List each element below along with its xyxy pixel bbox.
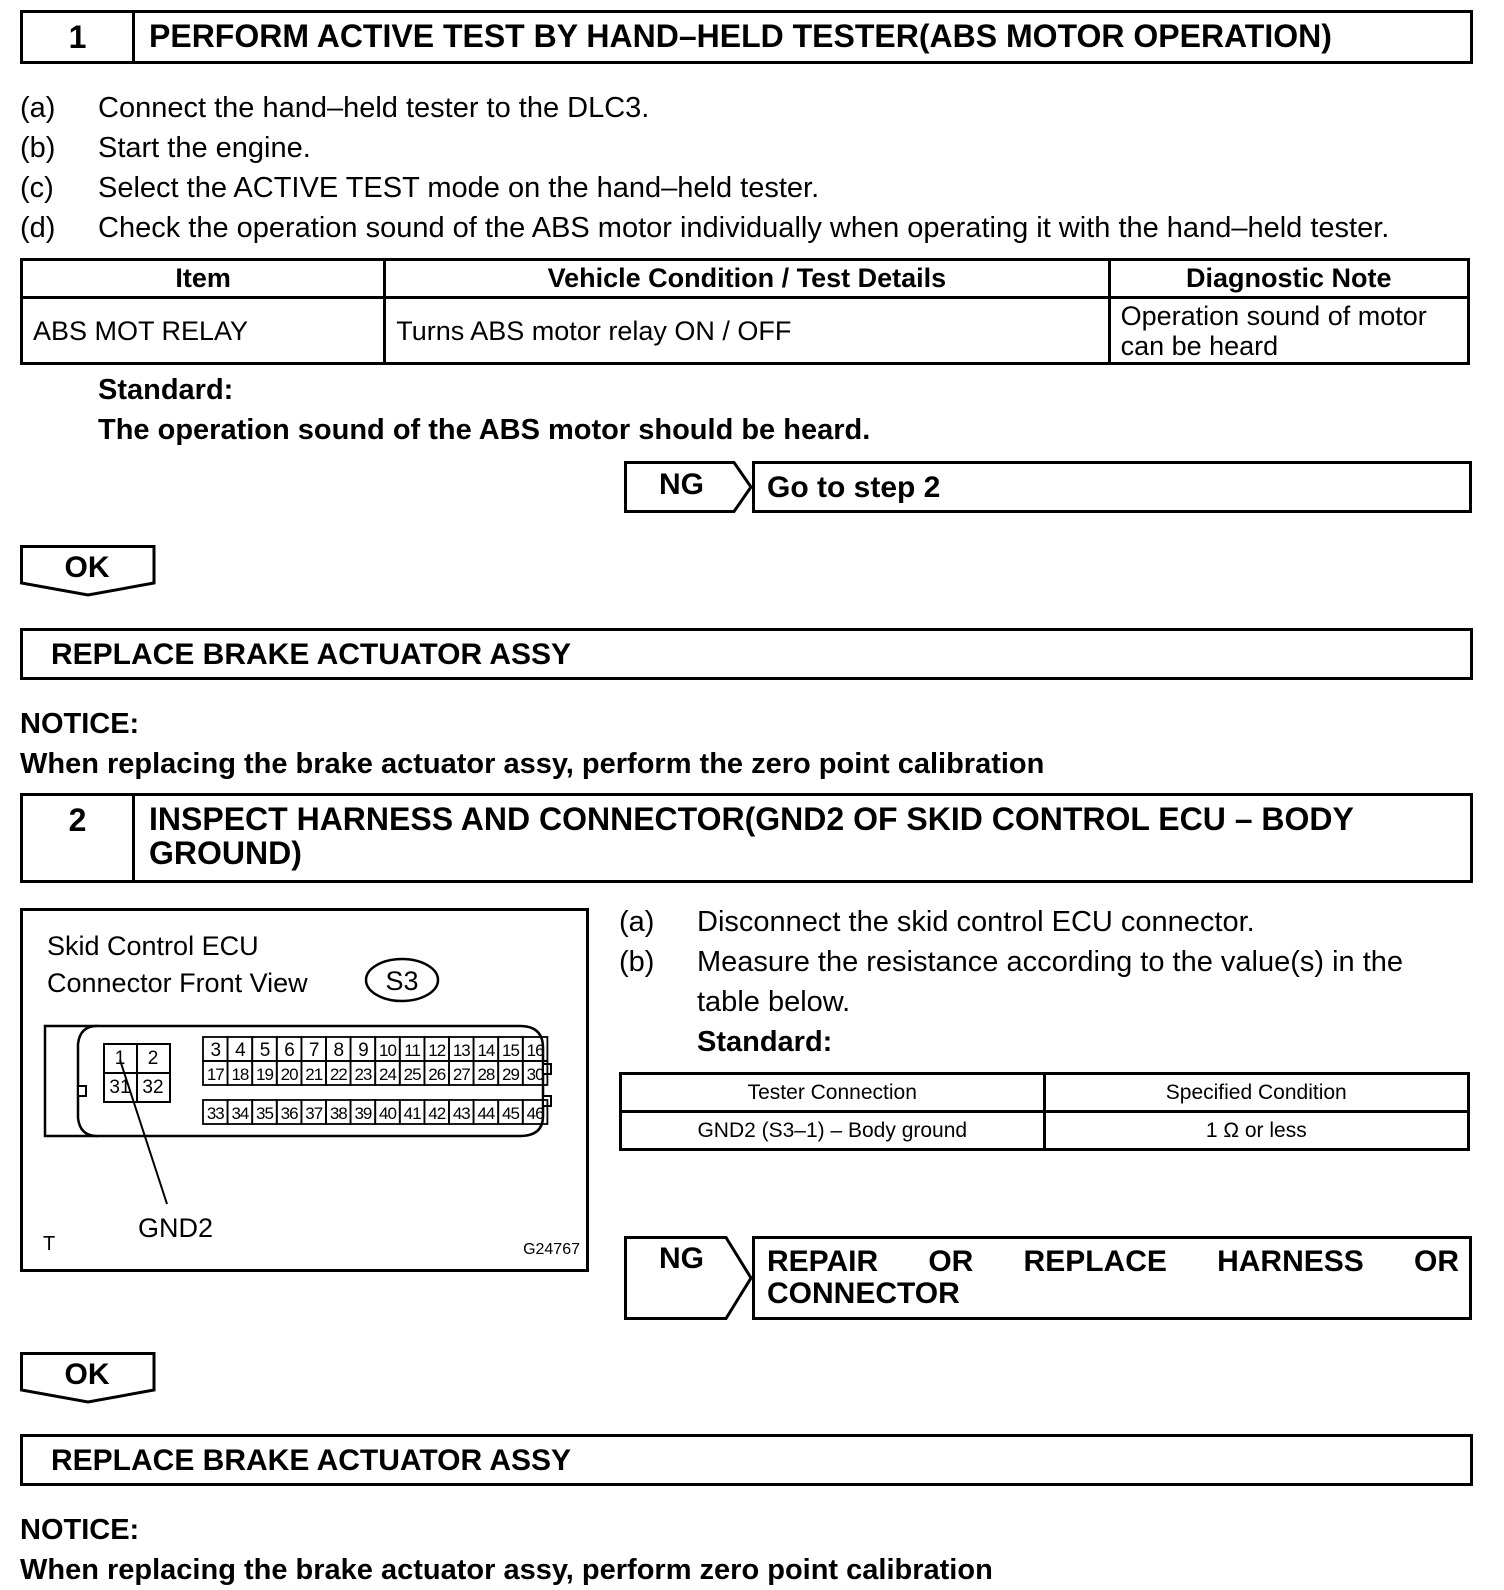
item-label: (d) [20, 212, 56, 244]
connector-pin: 30 [526, 1065, 544, 1084]
result-text: REPLACE BRAKE ACTUATOR ASSY [51, 638, 572, 671]
connector-pin: 33 [206, 1104, 224, 1123]
connector-pin: 6 [284, 1040, 294, 1061]
step2-title: INSPECT HARNESS AND CONNECTOR(GND2 OF SKID CONTROL ECU – BODY GROUND) [149, 801, 1354, 871]
table-row [621, 1112, 1469, 1150]
table-header: Tester Connection [621, 1074, 1045, 1112]
notice-text: When replacing the brake actuator assy, perform zero point calibration [20, 1554, 993, 1586]
connector-pin: 13 [452, 1041, 470, 1060]
table-cell: GND2 (S3–1) – Body ground [621, 1112, 1045, 1150]
connector-id: S3 [385, 966, 419, 996]
ok-label: OK [64, 551, 110, 584]
connector-pin: 38 [329, 1104, 347, 1123]
standard-text: The operation sound of the ABS motor should be heard. [98, 414, 871, 446]
connector-pin: 16 [526, 1041, 544, 1060]
connector-pin: 10 [379, 1041, 396, 1060]
step1-header [20, 10, 1473, 64]
table-row [22, 298, 1469, 364]
table-header: Specified Condition [1044, 1074, 1468, 1112]
ng-branch [624, 461, 754, 513]
connector-pin: 32 [142, 1077, 164, 1098]
item-label: (b) [619, 946, 655, 978]
item-text: Measure the resistance according to the value(s) in the [697, 946, 1404, 978]
connector-pin: 23 [354, 1065, 372, 1084]
gnd2-pointer-label: GND2 [138, 1213, 214, 1243]
connector-pin: 22 [329, 1065, 347, 1084]
standard-label: Standard: [98, 374, 234, 406]
connector-pin: 27 [452, 1065, 470, 1084]
connector-pin: 29 [502, 1065, 519, 1084]
step2-number: 2 [23, 796, 135, 880]
ng-label: NG [659, 1242, 704, 1275]
ok-branch [20, 1352, 154, 1404]
item-text: table below. [697, 986, 851, 1018]
ng-target-text-line1: REPAIR OR REPLACE HARNESS OR [767, 1245, 1459, 1278]
connector-drawing [20, 908, 589, 1272]
connector-pin: 35 [256, 1104, 273, 1123]
ng-target-box [752, 461, 1472, 513]
connector-pin: 26 [428, 1065, 446, 1084]
connector-pin: 28 [477, 1065, 495, 1084]
notice-label: NOTICE: [20, 708, 140, 740]
connector-pin: 15 [502, 1041, 519, 1060]
connector-pin: 41 [403, 1104, 421, 1123]
table-cell: 1 Ω or less [1044, 1112, 1468, 1150]
ng-label: NG [659, 468, 704, 501]
connector-pin: 4 [235, 1040, 245, 1061]
connector-pin: 34 [231, 1104, 249, 1123]
standard-label: Standard: [697, 1026, 833, 1058]
figure-id: G24767 [523, 1241, 580, 1258]
resistance-table [619, 1072, 1470, 1151]
connector-pin: 31 [109, 1077, 131, 1098]
connector-pin: 1 [114, 1048, 126, 1069]
result-text: REPLACE BRAKE ACTUATOR ASSY [51, 1444, 572, 1477]
step1-title: PERFORM ACTIVE TEST BY HAND–HELD TESTER(ABS MOTOR OPERATION) [149, 18, 1332, 54]
connector-pin: 40 [379, 1104, 396, 1123]
connector-figure [20, 908, 589, 1272]
figure-caption-line2: Connector Front View [47, 968, 308, 998]
connector-pin: 2 [147, 1048, 159, 1069]
connector-pin: 8 [333, 1040, 344, 1061]
connector-pin: 25 [403, 1065, 421, 1084]
item-text: Disconnect the skid control ECU connector. [697, 906, 1255, 938]
notice-text: When replacing the brake actuator assy, perform the zero point calibration [20, 748, 1045, 780]
table-header: Item [22, 260, 385, 298]
ng-target-text: Go to step 2 [767, 471, 941, 504]
connector-pin: 21 [305, 1065, 323, 1084]
connector-pin: 5 [259, 1040, 270, 1061]
item-text: Connect the hand–held tester to the DLC3. [98, 92, 650, 124]
ok-branch [20, 545, 154, 597]
connector-pin: 19 [256, 1065, 273, 1084]
ng-target-box [752, 1236, 1472, 1320]
item-text: Check the operation sound of the ABS motor individually when operating it with the hand–held tester. [98, 212, 1390, 244]
table-cell: Operation sound of motor can be heard [1109, 298, 1468, 364]
table-cell: Turns ABS motor relay ON / OFF [385, 298, 1109, 364]
active-test-table [20, 258, 1470, 365]
connector-pin: 36 [280, 1104, 298, 1123]
item-text: Select the ACTIVE TEST mode on the hand–held tester. [98, 172, 820, 204]
connector-pin: 46 [526, 1104, 544, 1123]
table-header: Diagnostic Note [1109, 260, 1468, 298]
ng-target-text-line2: CONNECTOR [767, 1277, 960, 1310]
connector-pin: 43 [452, 1104, 470, 1123]
item-label: (c) [20, 172, 54, 204]
connector-pin: 45 [502, 1104, 519, 1123]
connector-pin: 44 [477, 1104, 495, 1123]
notice-label: NOTICE: [20, 1514, 140, 1546]
item-text: Start the engine. [98, 132, 311, 164]
connector-pin: 37 [305, 1104, 323, 1123]
connector-pin: 12 [428, 1041, 446, 1060]
item-label: (b) [20, 132, 56, 164]
result-box [20, 1434, 1473, 1486]
step1-number: 1 [23, 13, 135, 61]
table-header: Vehicle Condition / Test Details [385, 260, 1109, 298]
connector-pin: 9 [358, 1040, 368, 1061]
result-box [20, 628, 1473, 680]
ok-label: OK [64, 1358, 110, 1391]
table-cell: ABS MOT RELAY [22, 298, 385, 364]
figure-corner-mark: T [43, 1233, 56, 1255]
connector-pin: 42 [428, 1104, 446, 1123]
step2-header [20, 793, 1473, 883]
item-label: (a) [619, 906, 655, 938]
figure-caption-line1: Skid Control ECU [47, 931, 259, 961]
connector-pin: 20 [280, 1065, 298, 1084]
connector-pin: 18 [231, 1065, 249, 1084]
connector-pin: 24 [379, 1065, 396, 1084]
connector-pin: 17 [206, 1065, 224, 1084]
ng-branch [624, 1236, 754, 1320]
connector-pin: 3 [210, 1040, 221, 1061]
connector-pin: 7 [308, 1040, 319, 1061]
item-label: (a) [20, 92, 56, 124]
connector-pin: 39 [354, 1104, 372, 1123]
connector-pin: 14 [477, 1041, 495, 1060]
connector-pin: 11 [404, 1041, 420, 1060]
